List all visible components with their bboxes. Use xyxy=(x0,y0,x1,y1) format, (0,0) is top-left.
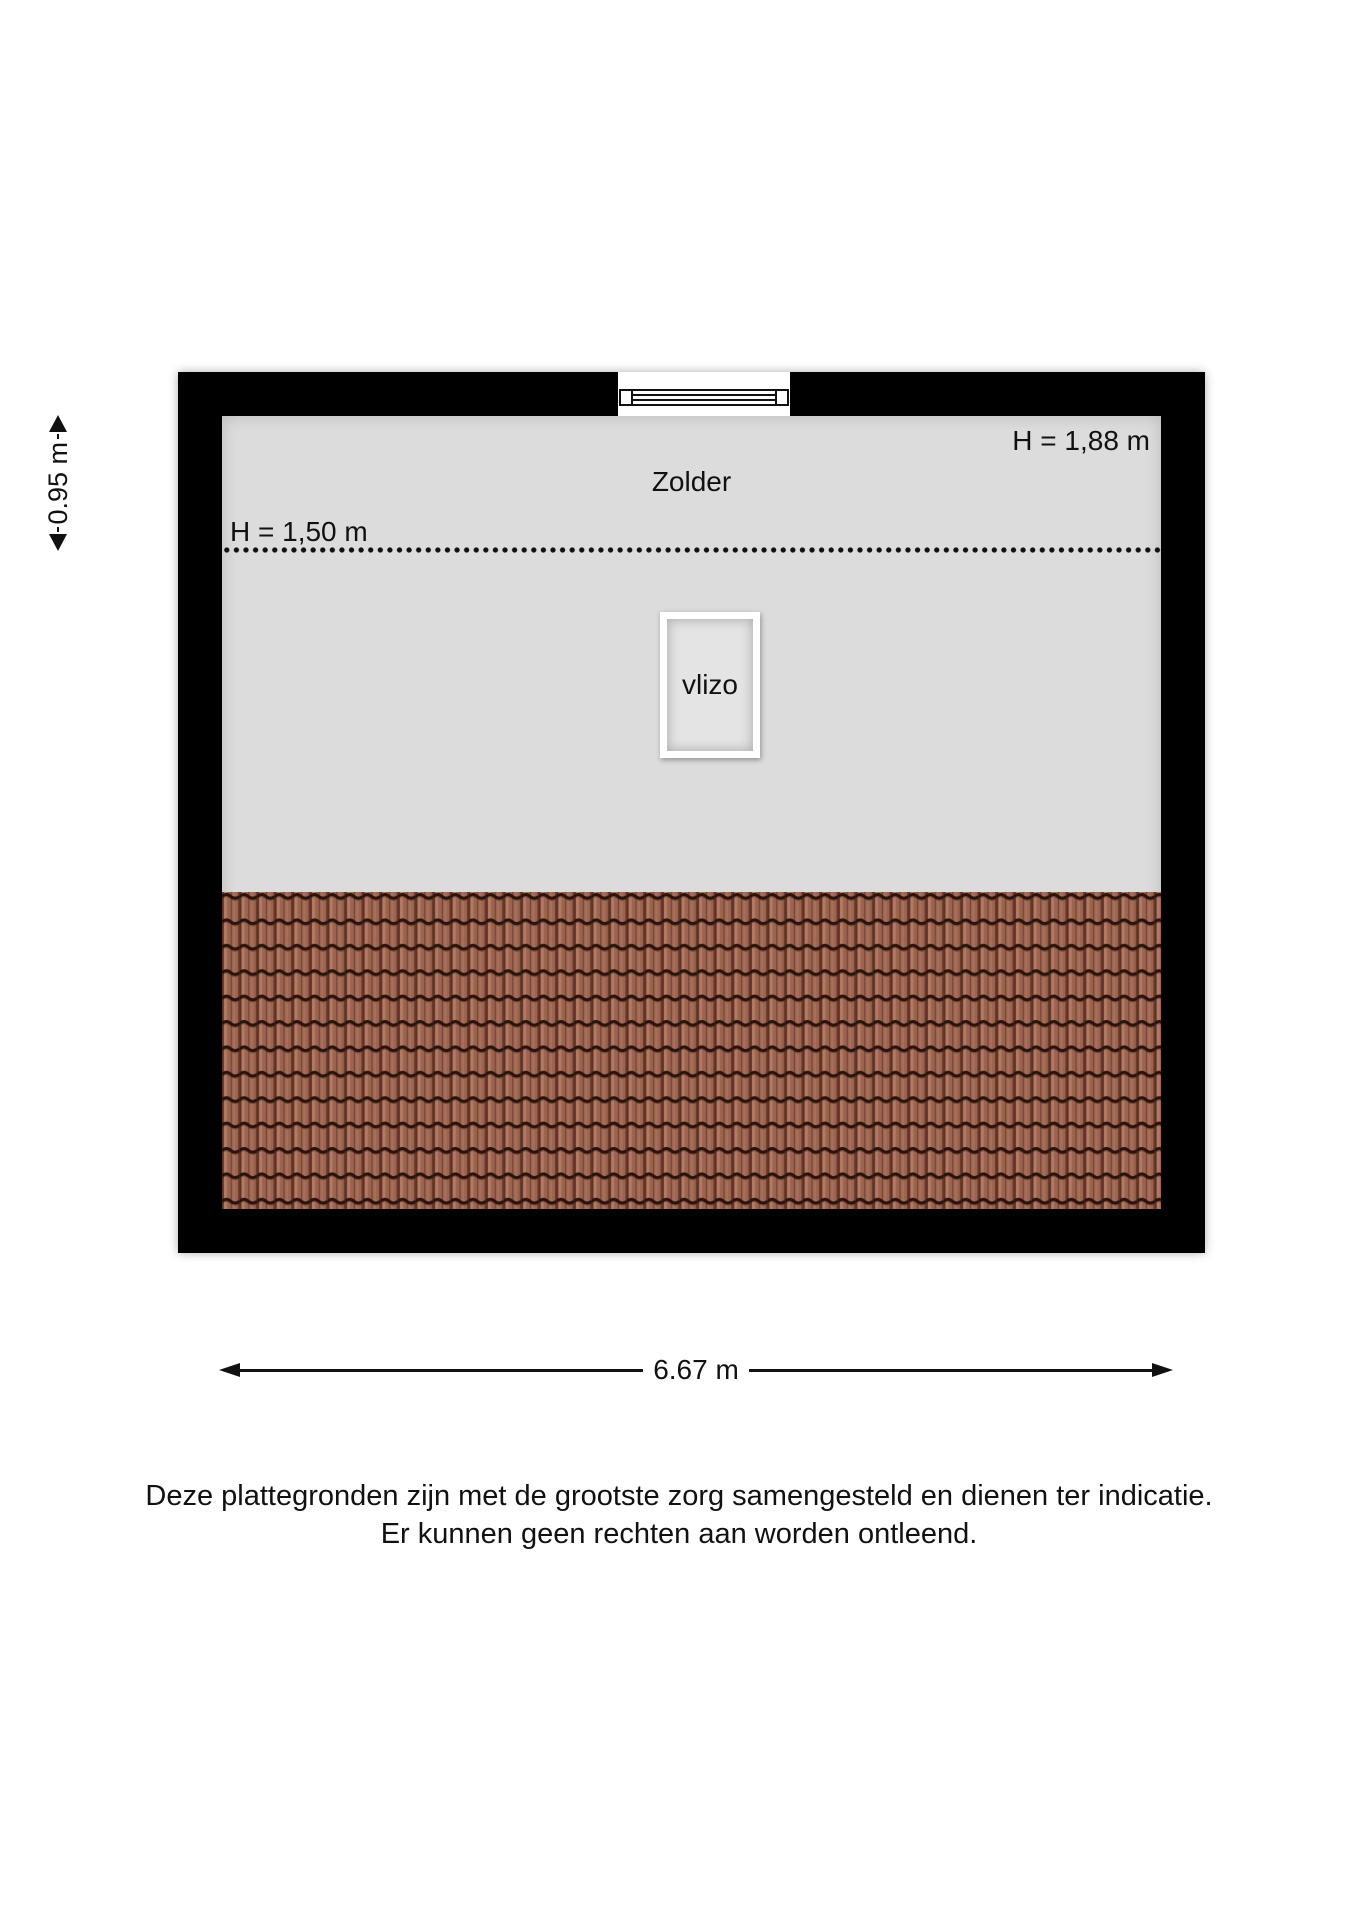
arrow-right-icon xyxy=(1152,1363,1173,1377)
window-frame-end xyxy=(775,391,787,404)
dimension-line xyxy=(749,1369,1152,1372)
arrow-down-icon xyxy=(49,534,67,551)
horizontal-dimension xyxy=(219,1356,1173,1384)
height-label-left: H = 1,50 m xyxy=(230,516,368,547)
horizontal-dimension-label: 6.67 m xyxy=(653,1354,739,1385)
disclaimer xyxy=(0,1477,1358,1553)
attic-room xyxy=(222,416,1161,1209)
window-glazing-icon xyxy=(619,389,789,406)
vertical-dimension-label: 0.95 m xyxy=(42,441,73,525)
disclaimer-line-1: Deze plattegronden zijn met de grootste zorg samengesteld en dienen ter indicatie. xyxy=(145,1480,1213,1512)
height-label-right: H = 1,88 m xyxy=(1012,425,1150,456)
dimension-stem xyxy=(57,434,59,439)
dimension-stem xyxy=(57,527,59,532)
roof-window xyxy=(618,372,790,420)
floor-plan xyxy=(178,372,1205,1253)
window-glass-lines xyxy=(633,394,775,401)
arrow-left-icon xyxy=(219,1363,240,1377)
vlizo-hatch xyxy=(660,612,760,758)
roof-tile-texture xyxy=(222,892,1161,1209)
dimension-line xyxy=(240,1369,643,1372)
window-frame-end xyxy=(621,391,633,404)
roof-tile-area xyxy=(222,892,1161,1209)
height-boundary-dotted-line xyxy=(222,547,1161,553)
vertical-dimension xyxy=(42,415,74,551)
arrow-up-icon xyxy=(49,415,67,432)
vlizo-label: vlizo xyxy=(667,619,753,751)
disclaimer-line-2: Er kunnen geen rechten aan worden ontleend. xyxy=(380,1518,978,1550)
room-label: Zolder xyxy=(651,466,732,497)
